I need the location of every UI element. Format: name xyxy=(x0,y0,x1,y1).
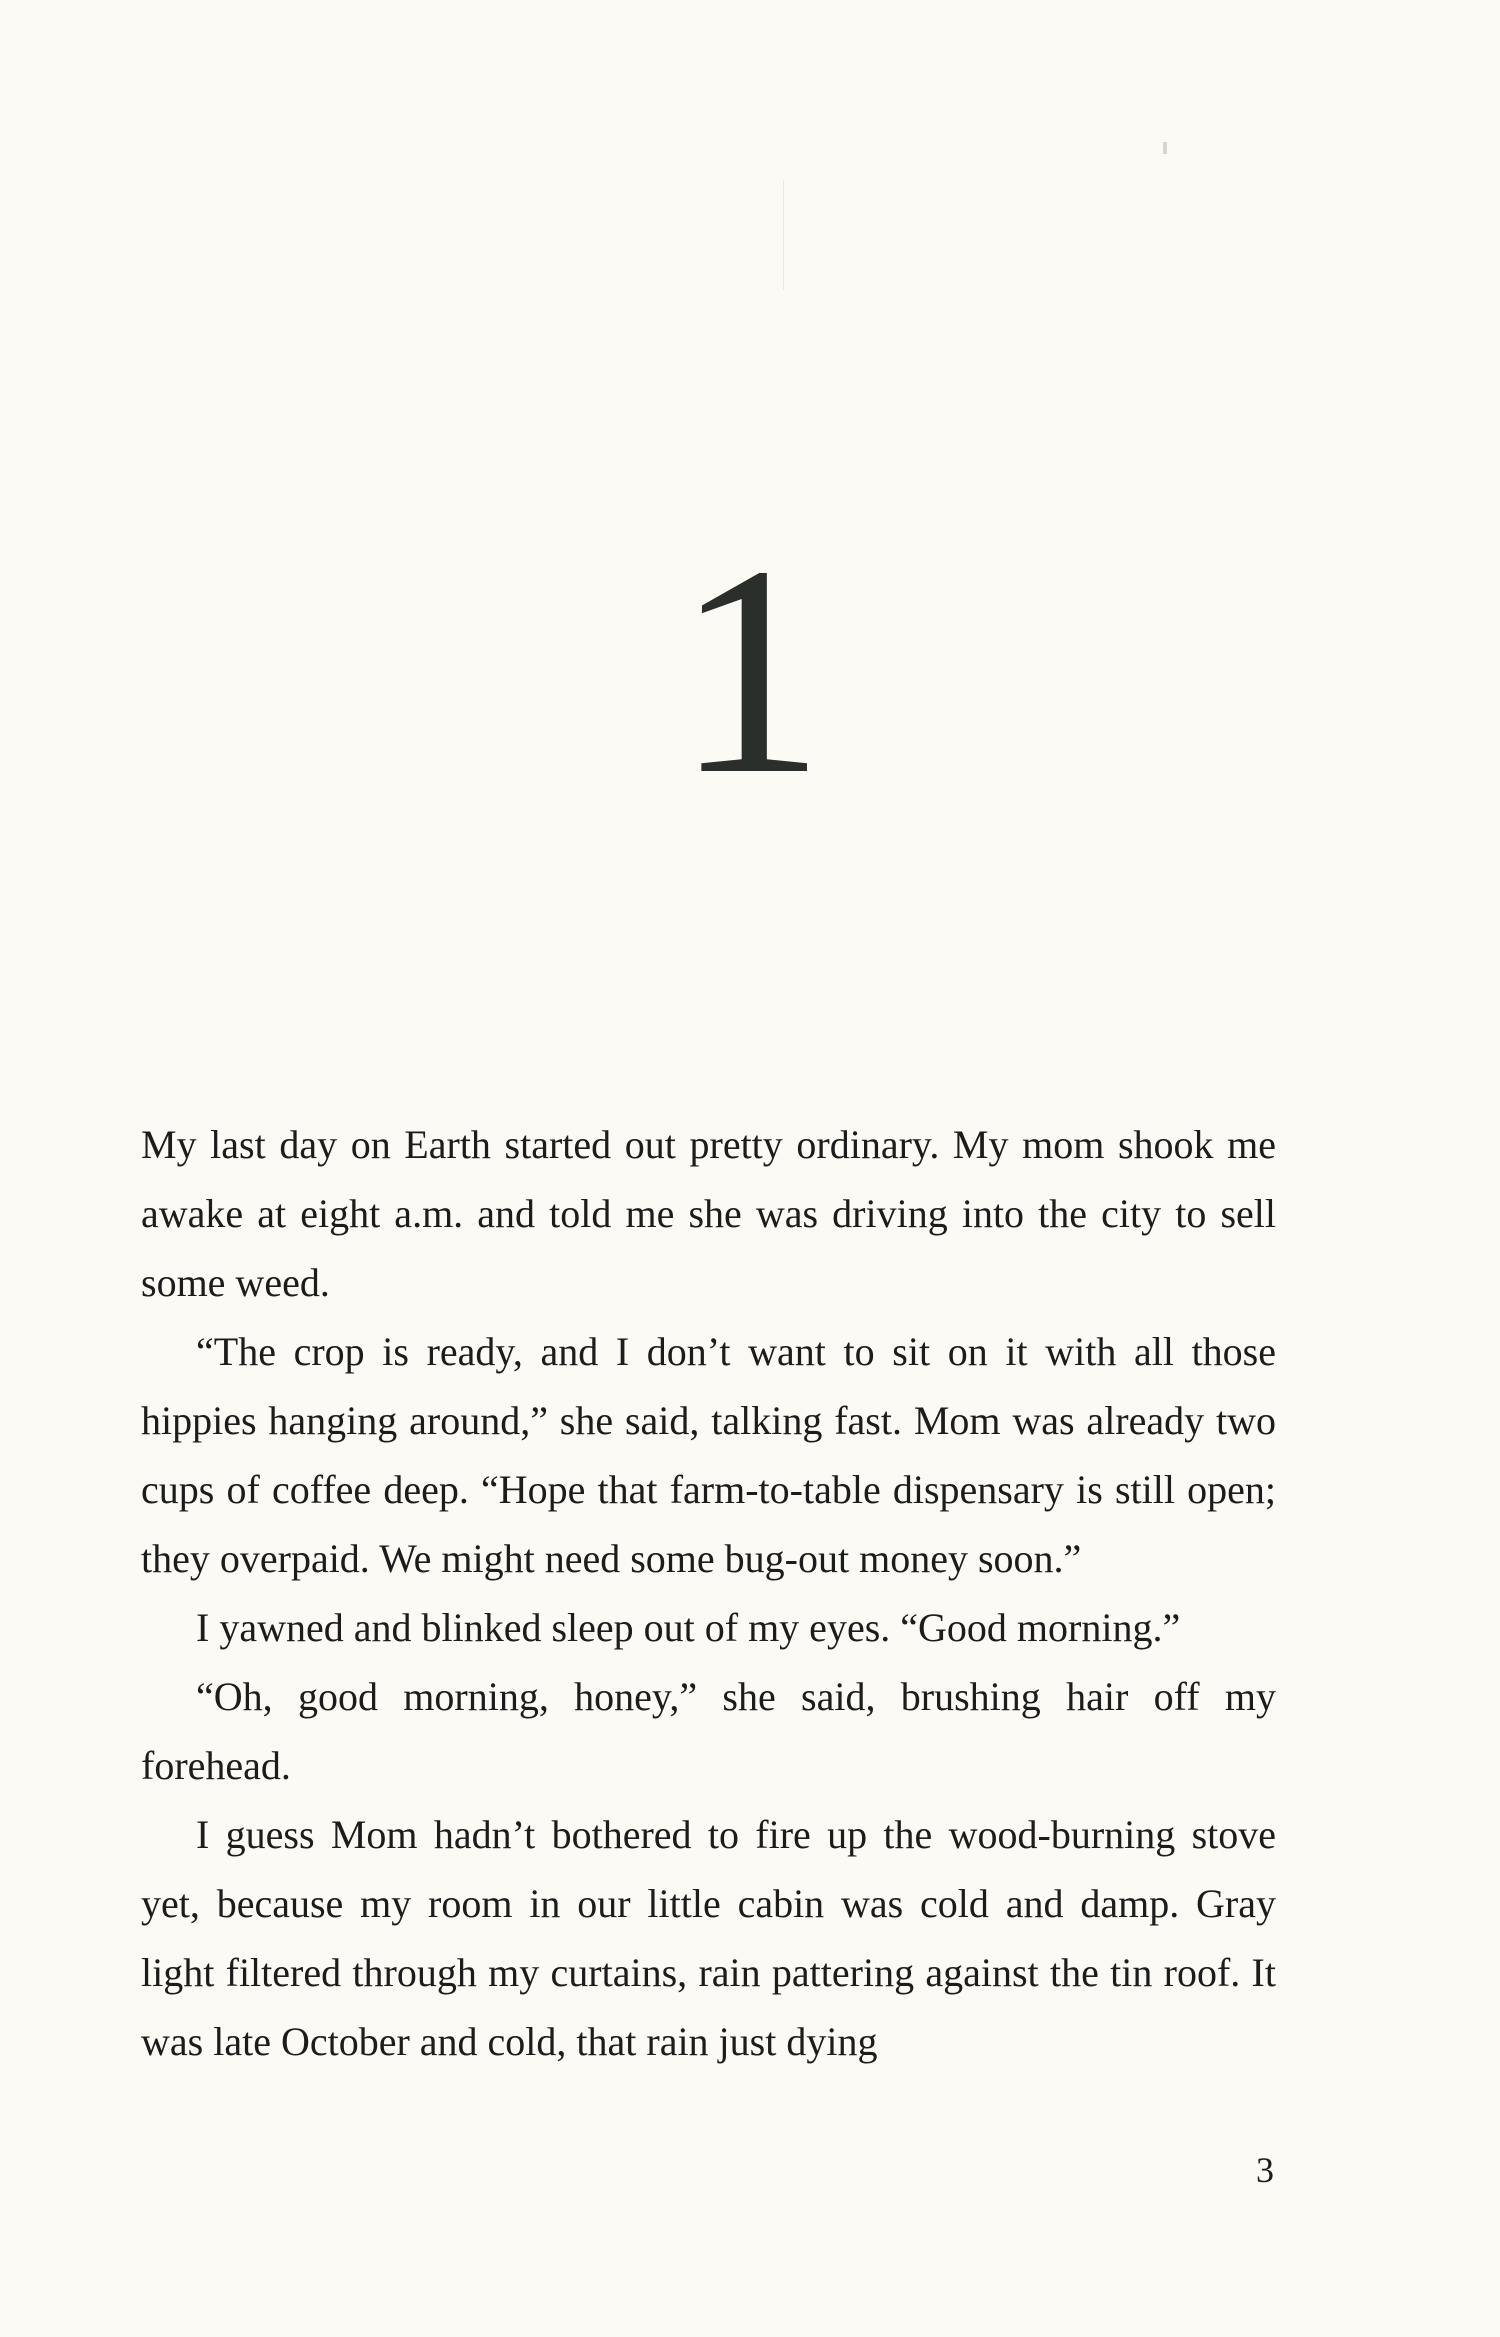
paragraph-5: I guess Mom hadn’t bothered to fire up the wood-burning stove yet, because my room in our little cabin was cold and damp. Gray light filtered through my curtains, rain pattering against the tin roof. It was late October and cold, that rain just dying xyxy=(141,1812,1276,2064)
paragraph-4: “Oh, good morning, honey,” she said, brushing hair off my forehead. xyxy=(141,1674,1276,1788)
chapter-body xyxy=(141,1110,1276,2076)
scan-speck xyxy=(1163,142,1167,154)
scan-line xyxy=(783,180,784,290)
paragraph-1: My last day on Earth started out pretty ordinary. My mom shook me awake at eight a.m. and told me she was driving into the city to sell some weed. xyxy=(141,1122,1276,1305)
chapter-number: 1 xyxy=(675,504,825,836)
paragraph-3: I yawned and blinked sleep out of my eyes. “Good morning.” xyxy=(196,1605,1181,1650)
page-number: 3 xyxy=(1256,2150,1274,2190)
paragraph-2: “The crop is ready, and I don’t want to sit on it with all those hippies hanging around,” she said, talking fast. Mom was already two cups of coffee deep. “Hope that farm-to-table dispensary is still open; they overpaid. We might need some bug-out money soon.” xyxy=(141,1329,1276,1581)
